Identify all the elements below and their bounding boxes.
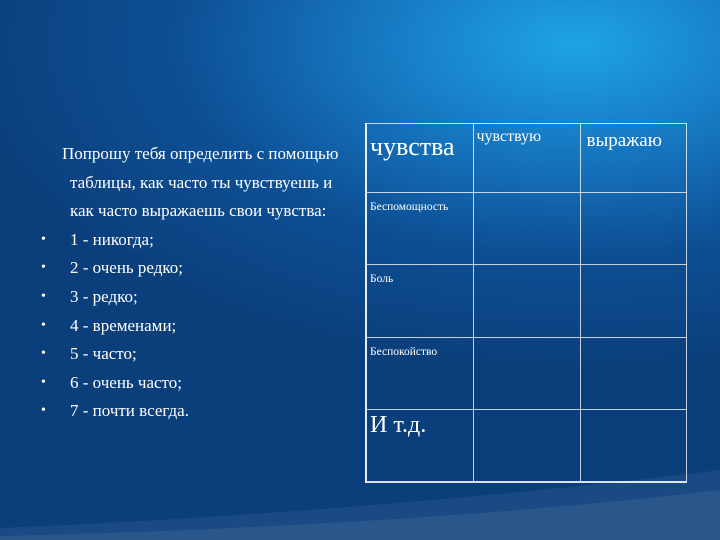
- scale-list: [36, 226, 356, 426]
- scale-item-label: 7 - почти всегда.: [70, 401, 189, 421]
- table-row: [366, 409, 686, 482]
- row-label: Беспокойство: [370, 345, 438, 358]
- row-label-cell: [366, 193, 473, 265]
- table-row: [366, 193, 686, 265]
- bullet-icon: •: [41, 374, 46, 390]
- header-cell-feel: [473, 124, 580, 193]
- header-feelings: чувства: [370, 132, 455, 161]
- row-label: И т.д.: [370, 411, 427, 438]
- row-label: Боль: [370, 273, 394, 286]
- bullet-icon: •: [41, 317, 46, 333]
- bullet-icon: •: [41, 346, 46, 362]
- header-cell-express: [580, 124, 686, 193]
- express-cell[interactable]: [580, 193, 686, 265]
- express-cell[interactable]: [580, 265, 686, 337]
- list-item: [36, 397, 356, 426]
- table-header-row: [366, 124, 686, 193]
- row-label-cell: [366, 337, 473, 409]
- scale-item-label: 6 - очень часто;: [70, 372, 182, 392]
- feel-cell[interactable]: [473, 265, 580, 337]
- intro-text: Попрошу тебя определить с помощью таблицы, как часто ты чувствуешь и как часто выражаешь свои чувства:: [62, 144, 339, 221]
- express-cell[interactable]: [580, 409, 686, 482]
- header-feel: чувствую: [476, 128, 542, 145]
- scale-item-label: 1 - никогда;: [70, 229, 154, 249]
- scale-item-label: 5 - часто;: [70, 344, 137, 364]
- row-label-cell: [366, 409, 473, 482]
- feel-cell[interactable]: [473, 409, 580, 482]
- bullet-icon: •: [41, 231, 46, 247]
- feel-cell[interactable]: [473, 193, 580, 265]
- instructions-block: [36, 140, 356, 426]
- list-item: [36, 369, 356, 398]
- scale-item-label: 2 - очень редко;: [70, 258, 184, 278]
- header-express: выражаю: [586, 130, 662, 151]
- feel-cell[interactable]: [473, 337, 580, 409]
- list-item: [36, 254, 356, 283]
- list-item: [36, 340, 356, 369]
- scale-item-label: 3 - редко;: [70, 286, 138, 306]
- bullet-icon: •: [41, 403, 46, 419]
- row-label-cell: [366, 265, 473, 337]
- bullet-icon: •: [41, 288, 46, 304]
- header-cell-feelings: [366, 124, 473, 193]
- list-item: [36, 283, 356, 312]
- list-item: [36, 226, 356, 255]
- bullet-icon: •: [41, 260, 46, 276]
- scale-item-label: 4 - временами;: [70, 315, 177, 335]
- table-row: [366, 337, 686, 409]
- table-row: [366, 265, 686, 337]
- list-item: [36, 312, 356, 341]
- feelings-table: [365, 123, 687, 483]
- row-label: Беспомощность: [370, 201, 449, 214]
- express-cell[interactable]: [580, 337, 686, 409]
